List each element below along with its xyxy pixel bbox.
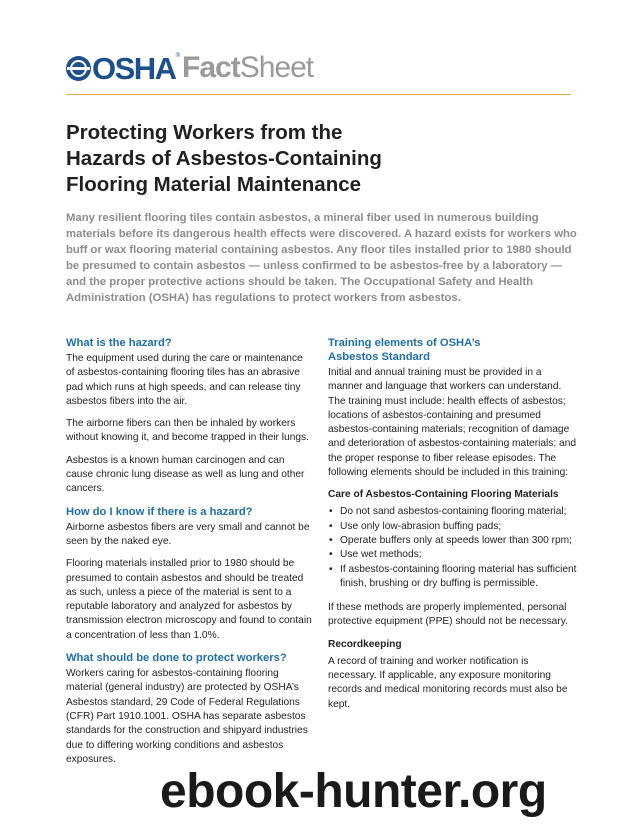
logo-registered-mark: ® — [175, 53, 180, 59]
osha-globe-icon — [66, 56, 91, 81]
recordkeeping-paragraph: A record of training and worker notification is necessary. If applicable, any exposure monitoring records and medical monitoring records must also be kept. — [328, 655, 568, 710]
know-hazard-paragraph: Flooring materials installed prior to 1980 should be presumed to contain asbestos and should be treated as such, unless a piece of the material is sent to a reputable laboratory and analyzed for asbestos by transmission electron microscopy and found to contain a concentration of less than 1.0%. — [66, 558, 312, 641]
know-hazard-heading: How do I know if there is a hazard? — [66, 505, 253, 518]
watermark: ebook-hunter.org — [160, 765, 547, 818]
intro-paragraph: Many resilient flooring tiles contain asbestos, a mineral fiber used in numerous building materials before its dangerous health effects were discovered. A hazard exists for workers who buff or wax flooring material containing asbestos. Any floor tiles installed prior to 1980 should be presumed to contain asbestos — unless confirmed to be asbestos-free by a laboratory — and the proper protective actions should be taken. The Occupational Safety and Health Administration (OSHA) has regulations to protect workers from asbestos. — [66, 212, 577, 304]
training-heading-line: Training elements of OSHA’s — [328, 337, 481, 349]
protect-workers-paragraph: Workers caring for asbestos-containing flooring material (general industry) are protected by OSHA’s Asbestos standard, 29 Code of Federal Regulations (CFR) Part 1910.1001. OSHA has separate asbestos standards for the construction and shipyard industries due to differing working conditions and asbestos exposures. — [66, 668, 308, 765]
title-line: Flooring Material Maintenance — [66, 173, 362, 196]
left-column — [66, 336, 312, 775]
ppe-paragraph: If these methods are properly implemented, personal protective equipment (PPE) should not be necessary. — [328, 602, 568, 628]
hazard-paragraph: Asbestos is a known human carcinogen and can cause chronic lung disease as well as lung and other cancers. — [66, 454, 305, 495]
right-column — [328, 336, 578, 720]
care-list-item: • Operate buffers only at speeds lower than 300 rpm; — [328, 534, 578, 548]
care-list-item: • If asbestos-containing flooring material has sufficient finish, brushing or dry buffing is permissible. — [328, 563, 578, 592]
header-divider — [66, 94, 571, 95]
care-list-item: • Use wet methods; — [328, 548, 578, 562]
recordkeeping-heading: Recordkeeping — [328, 638, 402, 650]
logo-osha-text: OSHA — [92, 50, 176, 86]
know-hazard-paragraph: Airborne asbestos fibers are very small and cannot be seen by the naked eye. — [66, 521, 310, 547]
hazard-paragraph: The airborne fibers can then be inhaled by workers without knowing it, and become trapped in their lungs. — [66, 418, 309, 444]
protect-workers-heading: What should be done to protect workers? — [66, 652, 287, 665]
care-list-item: • Do not sand asbestos-containing flooring material; — [328, 505, 578, 519]
training-paragraph: Initial and annual training must be provided in a manner and language that workers can understand. The training must include: health effects of asbestos; locations of asbestos-containing and presumed asbestos-containing materials; recognition of damage and deterioration of asbestos-containing materials; and the proper response to fiber release episodes. The following elements should be included in this training: — [328, 367, 577, 479]
care-list — [328, 505, 578, 591]
training-heading — [328, 336, 578, 364]
care-heading: Care of Asbestos-Containing Flooring Materials — [328, 489, 559, 501]
care-list-item: • Use only low-abrasion buffing pads; — [328, 520, 578, 534]
title-line: Protecting Workers from the — [66, 121, 343, 144]
training-heading-line: Asbestos Standard — [328, 351, 430, 363]
logo-sheet-text: Sheet — [239, 51, 314, 84]
page-title — [66, 120, 586, 198]
title-line: Hazards of Asbestos-Containing — [66, 147, 382, 170]
hazard-paragraph: The equipment used during the care or maintenance of asbestos-containing flooring tiles has an abrasive pad which runs at high speeds, and can release tiny asbestos fibers into the air. — [66, 353, 303, 407]
hazard-heading: What is the hazard? — [66, 337, 172, 349]
osha-fact-sheet-logo — [66, 50, 313, 86]
logo-fact-text: Fact — [182, 51, 240, 84]
